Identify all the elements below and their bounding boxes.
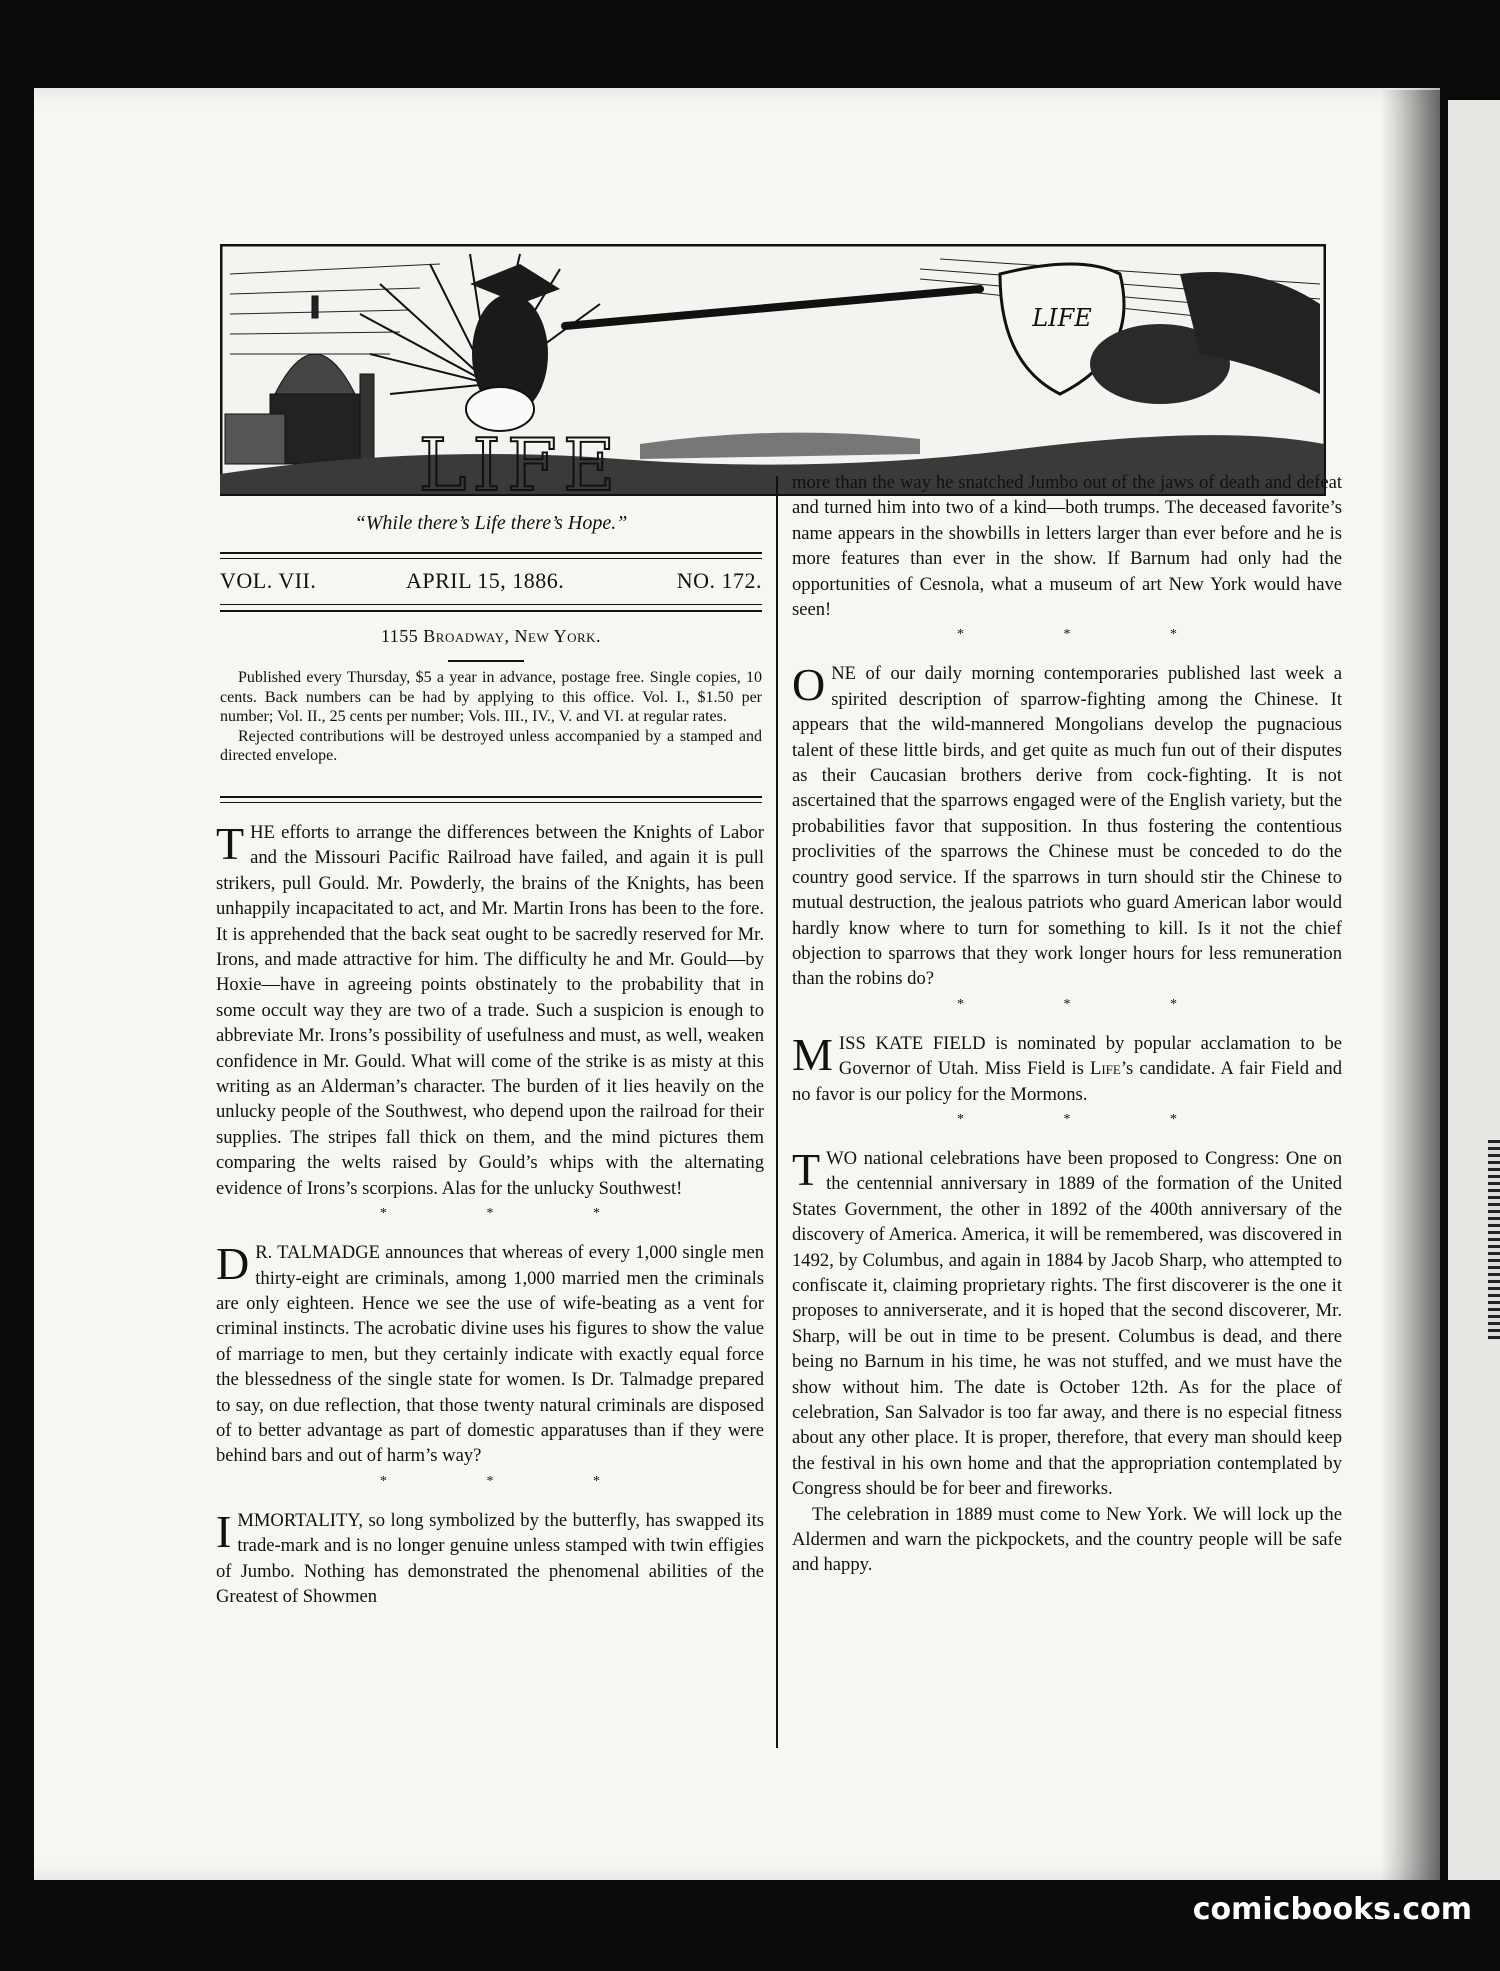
paragraph-text: ’s candidate. A fair Field and no favor is our policy for the Mormons. — [792, 1058, 1342, 1105]
paragraph-sparrows — [792, 661, 1342, 991]
paragraph-new-york: The celebration in 1889 must come to New York. We will lock up the Aldermen and warn the pickpockets, and the country people will be safe and happy. — [792, 1503, 1342, 1576]
column-divider — [776, 476, 778, 1748]
drop-cap: O — [792, 659, 826, 711]
site-watermark: comicbooks.com — [1192, 1892, 1472, 1927]
paragraph-text: MMORTALITY, so long symbolized by the butterfly, has swapped its trade-mark and is no longer genuine unless stamped with twin effigies of Jumbo. Nothing has demonstrated the phenomenal abilities of the Greatest of Showmen — [216, 1509, 764, 1607]
paragraph-immortality — [216, 1505, 764, 1610]
contributions-notice: Rejected contributions will be destroyed unless accompanied by a stamped and directed envelope. — [220, 727, 762, 764]
office-address: 1155 Broadway, New York. — [380, 626, 602, 646]
shield-text: LIFE — [1032, 304, 1092, 332]
paragraph-text: R. TALMADGE announces that whereas of every 1,000 single men thirty-eight are criminals, among 1,000 married men the criminals are only eighteen. Hence we see the use of wife-beating as a vent for criminal instincts. The acrobatic divine uses his figures to show the value of marriage to men, but they certainly indicate with exactly equal force the blessedness of the single state for women. Is Dr. Talmadge prepared to say, on due reflection, that those twenty natural criminals are disposed of to better advantage as part of domestic apparatuses than if they were behind bars and out of harm’s way? — [216, 1242, 764, 1467]
publication-info — [220, 668, 762, 766]
volume-label: VOL. VII. — [220, 568, 317, 593]
masthead-rule-top-thin — [220, 558, 762, 559]
issue-line — [220, 568, 762, 600]
paragraph-text: WO national celebrations have been proposed to Congress: One on the centennial anniversary in 1889 of the formation of the United States Government, the other in 1892 of the 400th anniversary of the discovery of America. America, it will be remembered, was discovered in 1492, by Columbus, and again in 1884 by Jacob Sharp, who attempted to confiscate it, claiming proprietary rights. The first discoverer is the one it proposes to anniverserate, and it is hoped that the second discoverer, Mr. Sharp, will be out in time to be present. Columbus is dead, and there being no Barnum in his time, he was not stuffed, and we must have the show without him. The date is October 12th. As for the place of celebration, San Salvador is too far away, and there is no especial fitness about any other place. It is proper, therefore, that every man should keep the festival in his own home and that the appropriation contemplated by Congress should be for beer and fireworks. — [792, 1147, 1342, 1500]
paragraph-text: ISS KATE FIELD is nominated by popular acclamation to be Governor of Utah. Miss Field is — [838, 1032, 1342, 1080]
drop-cap: M — [792, 1028, 833, 1080]
section-separator: * * * — [957, 996, 1225, 1012]
masthead-rule-top — [220, 552, 762, 554]
issue-rule — [220, 610, 762, 612]
adjacent-page-illustration — [1488, 1140, 1500, 1340]
paragraph-text: NE of our daily morning contemporaries published last week a spirited description of sparrow-fighting among the Chinese. It appears that the wild-mannered Mongolians develop the pugnacious talent of these little birds, and get quite as much fun out of their disputes as their Caucasian brothers derive from cock-fighting. It is not ascertained that the sparrows engaged were of the English variety, but the probabilities favor that supposition. In thus fostering the contentious proclivities of the sparrows the Chinese must be conceded to do the country good service. If the sparrows in turn should stir the Chinese to mutual destruction, the jealous patriots who guard American labor would hardly know where to turn for something to kill. Is it not the chief objection to sparrows that they work longer hours for less remuneration than the robins do? — [792, 663, 1342, 990]
section-separator: * * * — [380, 1206, 648, 1222]
paragraph-celebrations — [792, 1143, 1342, 1502]
editorial-rule-thin — [220, 802, 762, 803]
masthead-illustration — [220, 244, 1326, 496]
paragraph-jumbo-continued: more than the way he snatched Jumbo out of the jaws of death and defeat and turned him into two of a kind—both trumps. The deceased favorite’s name appears in the showbills in letters larger than ever before and he is more features than ever in the show. If Barnum had only had the opportunities of Cesnola, what a museum of art New York would have seen! — [792, 472, 1342, 621]
drop-cap: T — [216, 820, 245, 869]
issue-date: APRIL 15, 1886. — [406, 568, 565, 593]
paragraph-strike — [216, 820, 764, 1201]
adjacent-page-edge — [1448, 100, 1500, 1880]
section-separator: * * * — [957, 627, 1225, 643]
page-gutter-shadow — [1380, 90, 1440, 1880]
left-column — [216, 820, 764, 1760]
paragraph-talmadge — [216, 1240, 764, 1469]
right-column — [792, 470, 1342, 1760]
issue-rule-thin — [220, 604, 762, 605]
drop-cap: I — [216, 1505, 232, 1557]
editorial-rule — [220, 796, 762, 798]
paragraph-kate-field — [792, 1028, 1342, 1107]
issue-number: NO. 172. — [676, 568, 762, 593]
drop-cap: T — [792, 1143, 821, 1195]
drop-cap: D — [216, 1238, 250, 1290]
section-separator: * * * — [957, 1111, 1225, 1127]
paragraph-text: HE efforts to arrange the differences between the Knights of Labor and the Missouri Pacific Railroad have failed, and again it is pull strikers, pull Gould. Mr. Powderly, the brains of the Knights, has been unhappily incapacitated to act, and Mr. Martin Irons has been to the fore. It is apprehended that the back seat ought to be sacredly reserved for Mr. Irons, and made attractive for him. The difficulty he and Mr. Gould—by Hoxie—have in agreeing points obstinately to the probability that in some occult way they are two of a trade. Such a suspicion is enough to abbreviate Mr. Irons’s possibility of usefulness and must, as well, weaken confidence in Mr. Gould. What will come of the strike is as misty at this writing as an Alderman’s character. The burden of it lies heavily on the unlucky people of the Southwest, who depend upon the railroad for their supplies. The stripes fall thick on them, and the mind pictures them comparing the welts raised by Gould’s whips with the alternating evidence of Irons’s scorpions. Alas for the unlucky Southwest! — [216, 822, 764, 1199]
life-logo: LIFE — [418, 423, 622, 496]
address-underline — [448, 660, 524, 662]
life-small-caps: Life — [1089, 1058, 1121, 1080]
subscription-terms: Published every Thursday, $5 a year in advance, postage free. Single copies, 10 cents. Back numbers can be had by applying to this office. Vol. I., $1.50 per number; Vol. II., 25 cents per number; Vols. III., IV., V. and VI. at regular rates. — [220, 669, 762, 725]
masthead-motto: “While there’s Life there’s Hope.” — [354, 512, 628, 534]
section-separator: * * * — [380, 1473, 648, 1489]
